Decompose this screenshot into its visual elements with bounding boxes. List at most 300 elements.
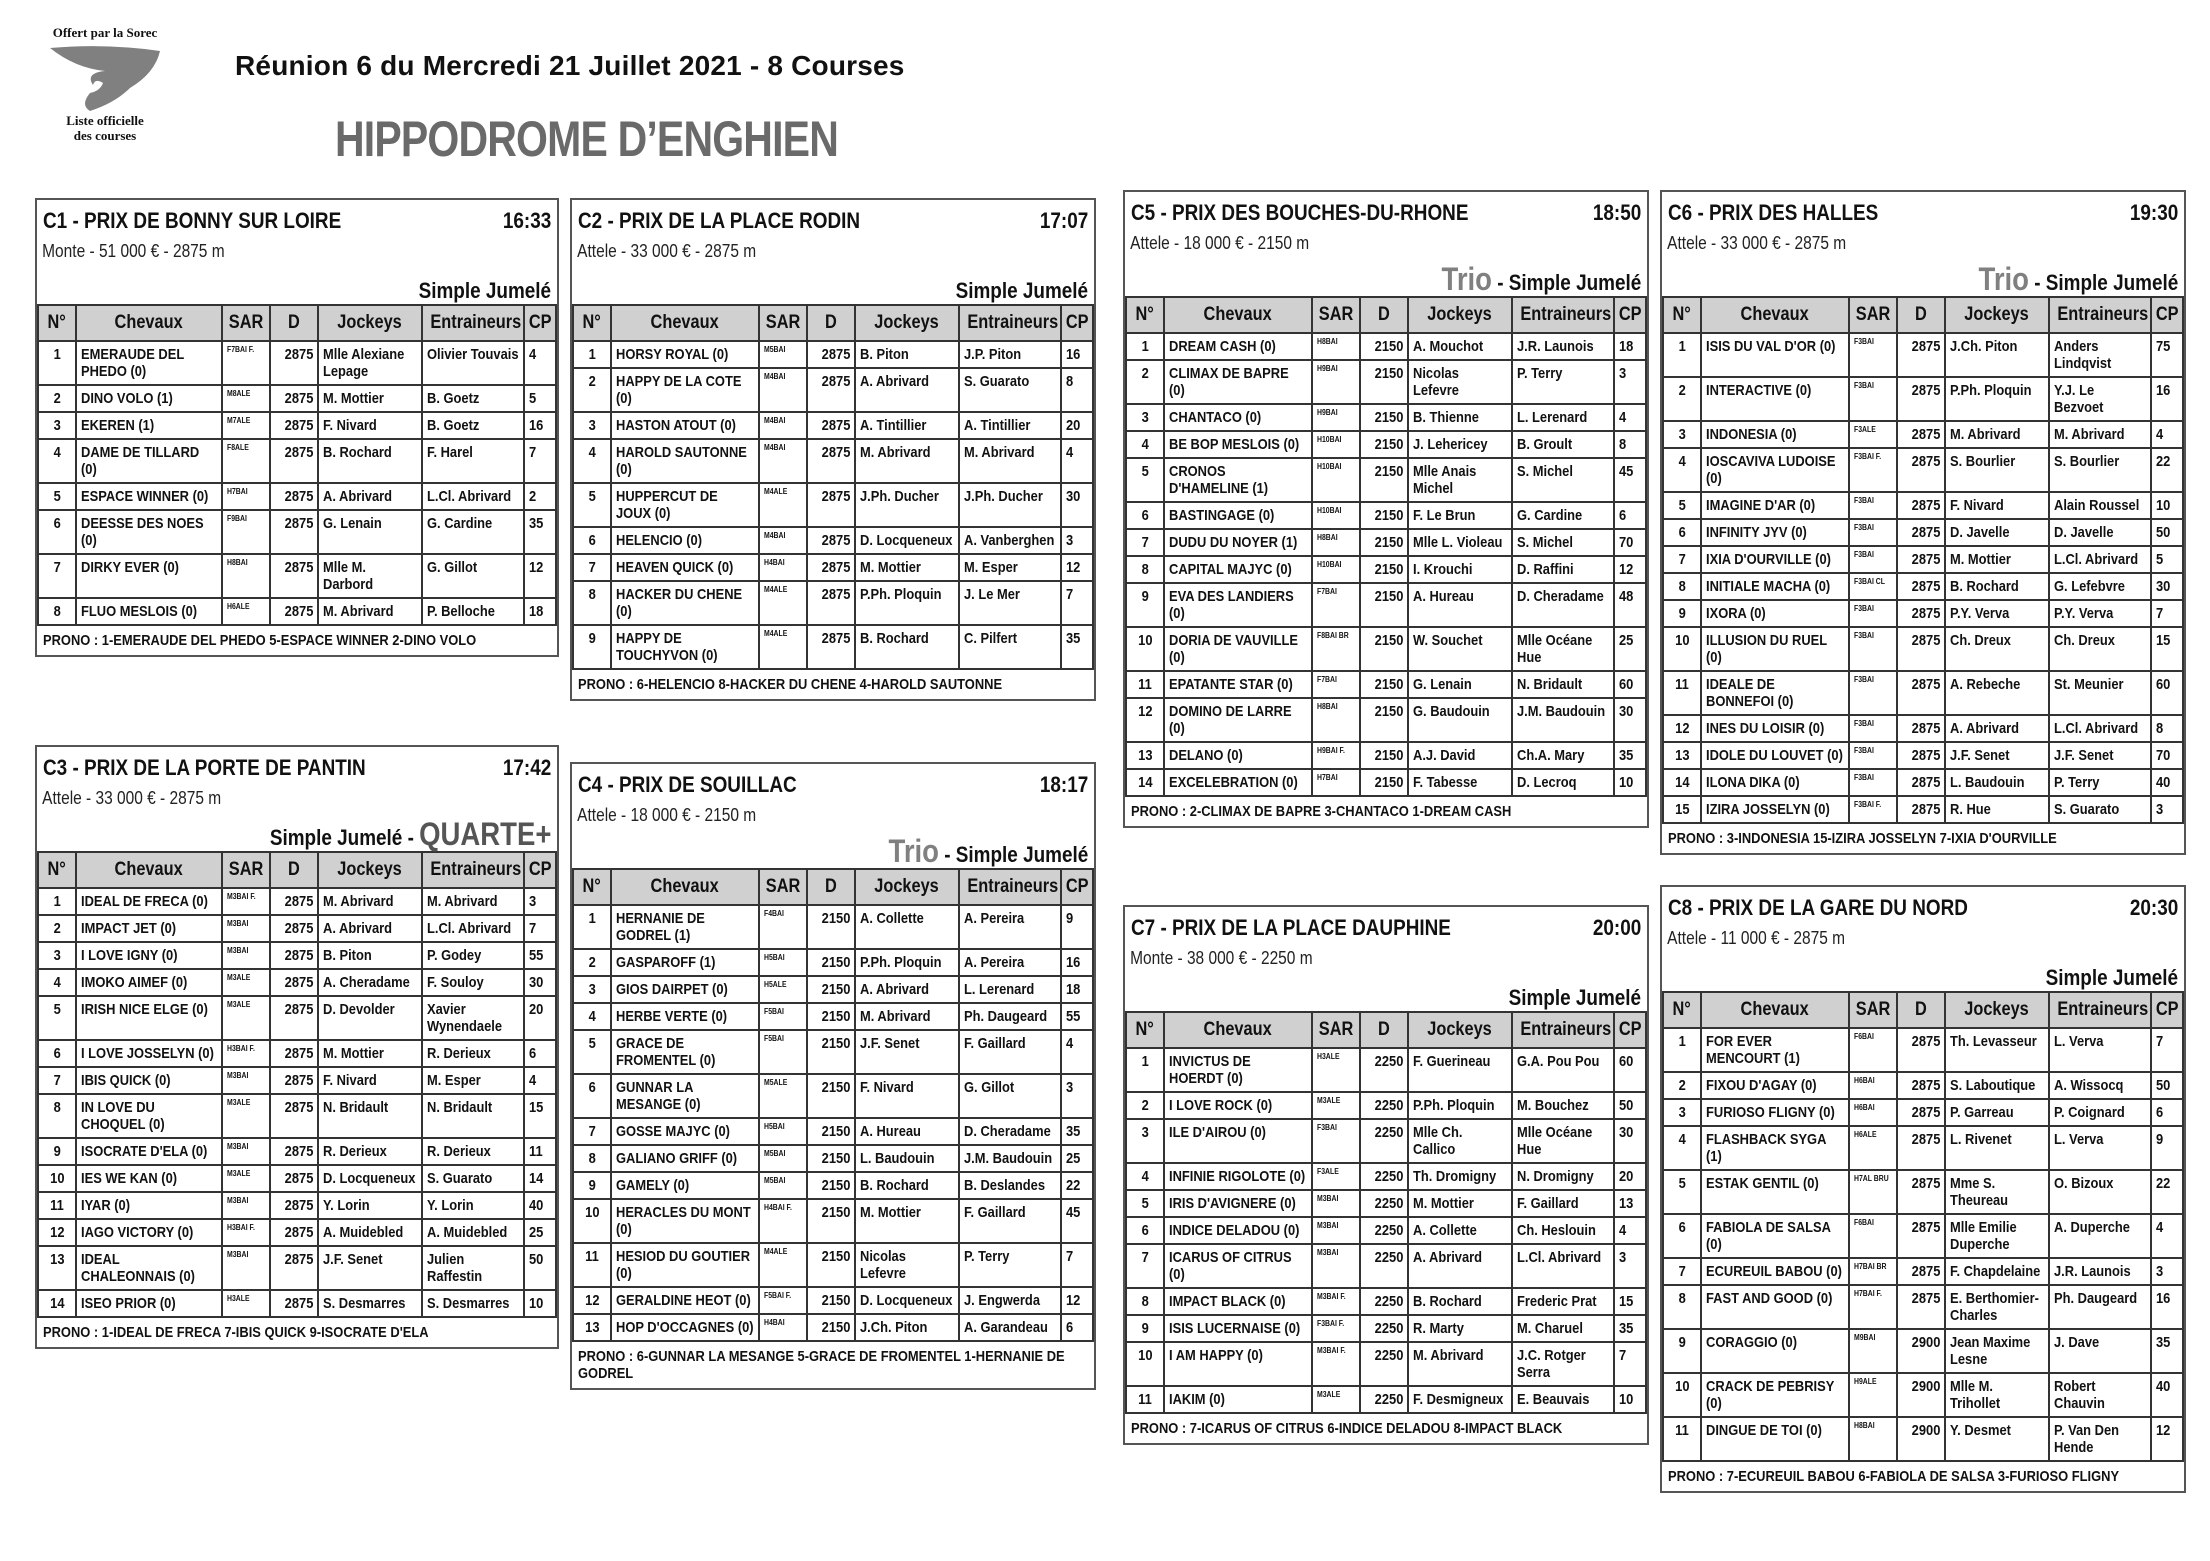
- horse-name: ISIS DU VAL D'OR (0): [1701, 333, 1849, 377]
- race-time: 17:07: [1039, 208, 1088, 233]
- runner-number: 1: [573, 341, 611, 368]
- jockey: Mme S. Theureau: [1945, 1170, 2049, 1214]
- distance: 2875: [1897, 1072, 1945, 1099]
- jockey: M. Mottier: [1945, 546, 2049, 573]
- sar-code: M3BAI F.: [222, 888, 270, 915]
- horse-name: IDEAL DE FRECA (0): [76, 888, 222, 915]
- trainer: P. Van Den Hende: [2049, 1417, 2151, 1461]
- distance: 2150: [807, 1003, 855, 1030]
- trainer: B. Deslandes: [959, 1172, 1061, 1199]
- cp-value: 12: [524, 554, 556, 598]
- bet-types: [1662, 258, 2184, 296]
- distance: 2875: [1897, 671, 1945, 715]
- distance: 2875: [1897, 333, 1945, 377]
- cp-value: 12: [1614, 556, 1646, 583]
- trainer: P.Y. Verva: [2049, 600, 2151, 627]
- horse-name: IZIRA JOSSELYN (0): [1701, 796, 1849, 823]
- runner-number: 7: [1663, 546, 1701, 573]
- runner-number: 8: [1663, 1285, 1701, 1329]
- trainer: Anders Lindqvist: [2049, 333, 2151, 377]
- runner-row: [1663, 1373, 2183, 1417]
- runners-table: [1662, 296, 2184, 824]
- horse-name: INFINIE RIGOLOTE (0): [1164, 1163, 1312, 1190]
- jockey: F. Le Brun: [1408, 502, 1512, 529]
- runner-number: 2: [38, 385, 76, 412]
- horse-name: DINGUE DE TOI (0): [1701, 1417, 1849, 1461]
- runner-row: [1663, 715, 2183, 742]
- horse-name: CAPITAL MAJYC (0): [1164, 556, 1312, 583]
- jockey: B. Piton: [855, 341, 959, 368]
- horse-name: INES DU LOISIR (0): [1701, 715, 1849, 742]
- runner-number: 9: [38, 1138, 76, 1165]
- jockey: G. Lenain: [1408, 671, 1512, 698]
- trainer: G. Gillot: [422, 554, 524, 598]
- trainer: F. Harel: [422, 439, 524, 483]
- cp-value: 14: [524, 1165, 556, 1192]
- runner-row: [38, 996, 556, 1040]
- horse-name: FAST AND GOOD (0): [1701, 1285, 1849, 1329]
- distance: 2150: [807, 976, 855, 1003]
- horse-name: GIOS DAIRPET (0): [611, 976, 759, 1003]
- cp-value: 8: [1614, 431, 1646, 458]
- horse-name: IDOLE DU LOUVET (0): [1701, 742, 1849, 769]
- sorec-logo: [30, 25, 180, 150]
- cp-value: 30: [1061, 483, 1093, 527]
- runner-row: [1663, 1417, 2183, 1461]
- horse-name: INVICTUS DE HOERDT (0): [1164, 1048, 1312, 1092]
- bet-simple-jumele: Simple Jumelé: [2045, 965, 2178, 990]
- cp-value: 4: [524, 341, 556, 385]
- runner-row: [1663, 742, 2183, 769]
- distance: 2150: [807, 1172, 855, 1199]
- sar-code: M4BAI: [759, 412, 807, 439]
- runner-row: [573, 1003, 1093, 1030]
- distance: 2875: [1897, 377, 1945, 421]
- runner-number: 9: [1126, 583, 1164, 627]
- col-number-header: N°: [573, 869, 611, 905]
- cp-value: 16: [2151, 1285, 2183, 1329]
- trainer: D. Cheradame: [1512, 583, 1614, 627]
- runner-row: [573, 1199, 1093, 1243]
- runner-row: [1663, 671, 2183, 715]
- race-info: Attele - 18 000 € - 2150 m: [577, 805, 757, 825]
- sar-code: F3BAI: [1849, 769, 1897, 796]
- distance: 2875: [807, 581, 855, 625]
- cp-value: 7: [1061, 581, 1093, 625]
- runner-row: [1663, 421, 2183, 448]
- horse-name: FLUO MESLOIS (0): [76, 598, 222, 625]
- jockey: G. Baudouin: [1408, 698, 1512, 742]
- sar-code: F3BAI: [1849, 671, 1897, 715]
- col-trainers-header: Entraineurs: [422, 852, 524, 888]
- trainer: G. Cardine: [1512, 502, 1614, 529]
- runner-number: 5: [1663, 1170, 1701, 1214]
- bet-types: [1125, 973, 1647, 1011]
- col-jockeys-header: Jockeys: [855, 305, 959, 341]
- distance: 2875: [807, 439, 855, 483]
- horse-name: INDICE DELADOU (0): [1164, 1217, 1312, 1244]
- cp-value: 48: [1614, 583, 1646, 627]
- horse-name: DELANO (0): [1164, 742, 1312, 769]
- distance: 2875: [807, 412, 855, 439]
- horse-name: DUDU DU NOYER (1): [1164, 529, 1312, 556]
- horse-name: HAROLD SAUTONNE (0): [611, 439, 759, 483]
- cp-value: 40: [2151, 1373, 2183, 1417]
- runner-row: [573, 1314, 1093, 1341]
- jockey: Mlle Anais Michel: [1408, 458, 1512, 502]
- runner-row: [1663, 519, 2183, 546]
- runner-number: 2: [1663, 1072, 1701, 1099]
- race-time: 17:42: [502, 755, 551, 780]
- trainer: A. Pereira: [959, 905, 1061, 949]
- trainer: St. Meunier: [2049, 671, 2151, 715]
- col-horses-header: Chevaux: [1164, 297, 1312, 333]
- cp-value: 12: [1061, 1287, 1093, 1314]
- runner-row: [573, 1243, 1093, 1287]
- horse-name: CHANTACO (0): [1164, 404, 1312, 431]
- sar-code: M5BAI: [759, 1145, 807, 1172]
- sar-code: M3ALE: [222, 969, 270, 996]
- col-horses-header: Chevaux: [611, 869, 759, 905]
- runner-number: 4: [1126, 431, 1164, 458]
- col-jockeys-header: Jockeys: [1945, 992, 2049, 1028]
- col-cp-header: CP: [1061, 869, 1093, 905]
- cp-value: 7: [1614, 1342, 1646, 1386]
- runner-row: [1126, 1217, 1646, 1244]
- runners-table: [1125, 296, 1647, 797]
- cp-value: 9: [2151, 1126, 2183, 1170]
- col-cp-header: CP: [2151, 992, 2183, 1028]
- cp-value: 70: [1614, 529, 1646, 556]
- runner-row: [38, 1165, 556, 1192]
- horse-name: HASTON ATOUT (0): [611, 412, 759, 439]
- bet-types: [37, 266, 557, 304]
- horse-name: EVA DES LANDIERS (0): [1164, 583, 1312, 627]
- runner-number: 6: [38, 1040, 76, 1067]
- trainer: J.M. Baudouin: [959, 1145, 1061, 1172]
- jockey: F. Nivard: [855, 1074, 959, 1118]
- distance: 2875: [270, 888, 318, 915]
- jockey: M. Mottier: [855, 554, 959, 581]
- runner-row: [1126, 769, 1646, 796]
- trainer: D. Lecroq: [1512, 769, 1614, 796]
- jockey: A. Hureau: [1408, 583, 1512, 627]
- sar-code: H3ALE: [1312, 1048, 1360, 1092]
- cp-value: 3: [1061, 1074, 1093, 1118]
- trainer: G.A. Pou Pou: [1512, 1048, 1614, 1092]
- runner-row: [38, 1040, 556, 1067]
- horse-name: IMPACT BLACK (0): [1164, 1288, 1312, 1315]
- runner-row: [1126, 333, 1646, 360]
- horse-name: IMOKO AIMEF (0): [76, 969, 222, 996]
- bet-simple-jumele: Simple Jumelé: [1508, 985, 1641, 1010]
- race-info: Attele - 18 000 € - 2150 m: [1130, 233, 1310, 253]
- race-info: Attele - 33 000 € - 2875 m: [1667, 233, 1847, 253]
- runner-row: [1663, 1126, 2183, 1170]
- trainer: D. Cheradame: [959, 1118, 1061, 1145]
- distance: 2150: [1360, 333, 1408, 360]
- runner-number: 3: [573, 412, 611, 439]
- horse-name: DIRKY EVER (0): [76, 554, 222, 598]
- trainer: J.C. Rotger Serra: [1512, 1342, 1614, 1386]
- jockey: L. Baudouin: [1945, 769, 2049, 796]
- runner-row: [1126, 1315, 1646, 1342]
- distance: 2250: [1360, 1217, 1408, 1244]
- jockey: M. Abrivard: [855, 439, 959, 483]
- cp-value: 30: [524, 969, 556, 996]
- race-card-c3: [35, 745, 559, 1349]
- runner-row: [573, 625, 1093, 669]
- jockey: A. Abrivard: [318, 915, 422, 942]
- jockey: A. Collette: [1408, 1217, 1512, 1244]
- runner-row: [38, 1067, 556, 1094]
- cp-value: 18: [524, 598, 556, 625]
- jockey: B. Rochard: [1945, 573, 2049, 600]
- trainer: J.R. Launois: [2049, 1258, 2151, 1285]
- cp-value: 6: [524, 1040, 556, 1067]
- horse-name: HELENCIO (0): [611, 527, 759, 554]
- sar-code: H8BAI: [1312, 698, 1360, 742]
- jockey: F. Nivard: [1945, 492, 2049, 519]
- horse-name: GOSSE MAJYC (0): [611, 1118, 759, 1145]
- runner-number: 4: [1663, 448, 1701, 492]
- sar-code: M9BAI: [1849, 1329, 1897, 1373]
- horse-name: DORIA DE VAUVILLE (0): [1164, 627, 1312, 671]
- jockey: A. Cheradame: [318, 969, 422, 996]
- runner-number: 8: [38, 598, 76, 625]
- sar-code: F3BAI: [1849, 377, 1897, 421]
- horse-name: CRONOS D'HAMELINE (1): [1164, 458, 1312, 502]
- sar-code: H7BAI: [222, 483, 270, 510]
- horse-name: IXORA (0): [1701, 600, 1849, 627]
- horse-name: IDEAL CHALEONNAIS (0): [76, 1246, 222, 1290]
- race-title: C8 - PRIX DE LA GARE DU NORD: [1668, 895, 1968, 920]
- cp-value: 25: [1061, 1145, 1093, 1172]
- trainer: J.Ph. Ducher: [959, 483, 1061, 527]
- cp-value: 3: [2151, 796, 2183, 823]
- cp-value: 20: [524, 996, 556, 1040]
- runner-number: 9: [1126, 1315, 1164, 1342]
- distance: 2875: [270, 483, 318, 510]
- cp-value: 60: [1614, 1048, 1646, 1092]
- trainer: Olivier Touvais: [422, 341, 524, 385]
- horse-name: ISOCRATE D'ELA (0): [76, 1138, 222, 1165]
- runner-row: [1126, 502, 1646, 529]
- sar-code: H7BAI F.: [1849, 1285, 1897, 1329]
- sar-code: F8ALE: [222, 439, 270, 483]
- horse-name: IES WE KAN (0): [76, 1165, 222, 1192]
- runners-table: [1662, 991, 2184, 1462]
- trainer: B. Goetz: [422, 385, 524, 412]
- trainer: F. Gaillard: [959, 1030, 1061, 1074]
- jockey: A. Mouchot: [1408, 333, 1512, 360]
- col-distance-header: D: [270, 852, 318, 888]
- sar-code: M4BAI: [759, 368, 807, 412]
- cp-value: 3: [2151, 1258, 2183, 1285]
- runner-number: 5: [1126, 458, 1164, 502]
- jockey: S. Desmarres: [318, 1290, 422, 1317]
- runner-number: 2: [573, 368, 611, 412]
- sar-code: H8BAI: [1312, 529, 1360, 556]
- runner-number: 10: [1663, 627, 1701, 671]
- sar-code: M3BAI: [222, 1138, 270, 1165]
- horse-name: HERBE VERTE (0): [611, 1003, 759, 1030]
- runner-row: [1663, 573, 2183, 600]
- horse-name: DINO VOLO (1): [76, 385, 222, 412]
- runner-row: [573, 581, 1093, 625]
- sar-code: M5BAI: [759, 341, 807, 368]
- horse-name: ISIS LUCERNAISE (0): [1164, 1315, 1312, 1342]
- distance: 2150: [1360, 431, 1408, 458]
- sar-code: H9ALE: [1849, 1373, 1897, 1417]
- jockey: P.Ph. Ploquin: [855, 949, 959, 976]
- trainer: M. Esper: [959, 554, 1061, 581]
- runner-row: [1663, 1028, 2183, 1072]
- runner-row: [1663, 1329, 2183, 1373]
- horse-name: EKEREN (1): [76, 412, 222, 439]
- jockey: A. Abrivard: [855, 368, 959, 412]
- distance: 2875: [1897, 1285, 1945, 1329]
- horse-name: BE BOP MESLOIS (0): [1164, 431, 1312, 458]
- cp-value: 16: [1061, 949, 1093, 976]
- horse-name: HORSY ROYAL (0): [611, 341, 759, 368]
- trainer: A. Pereira: [959, 949, 1061, 976]
- cp-value: 7: [524, 439, 556, 483]
- trainer: P. Belloche: [422, 598, 524, 625]
- sar-code: F3ALE: [1312, 1163, 1360, 1190]
- bet-simple-jumele: Simple Jumelé: [418, 278, 551, 303]
- runner-number: 14: [1126, 769, 1164, 796]
- jockey: Mlle L. Violeau: [1408, 529, 1512, 556]
- runner-row: [1663, 627, 2183, 671]
- race-info: Attele - 33 000 € - 2875 m: [577, 241, 757, 261]
- runner-row: [1663, 600, 2183, 627]
- runner-row: [38, 554, 556, 598]
- trainer: P. Terry: [2049, 769, 2151, 796]
- runner-number: 4: [1126, 1163, 1164, 1190]
- distance: 2150: [1360, 458, 1408, 502]
- runner-row: [1126, 1092, 1646, 1119]
- jockey: Y. Lorin: [318, 1192, 422, 1219]
- distance: 2875: [1897, 1170, 1945, 1214]
- runner-row: [573, 368, 1093, 412]
- jockey: B. Rochard: [1408, 1288, 1512, 1315]
- sar-code: F3BAI: [1849, 715, 1897, 742]
- sar-code: M3BAI: [222, 942, 270, 969]
- cp-value: 6: [1614, 502, 1646, 529]
- race-title: C1 - PRIX DE BONNY SUR LOIRE: [43, 208, 342, 233]
- distance: 2875: [270, 1219, 318, 1246]
- sar-code: M4BAI: [759, 527, 807, 554]
- trainer: J.R. Launois: [1512, 333, 1614, 360]
- horse-name: GAMELY (0): [611, 1172, 759, 1199]
- race-info: Monte - 38 000 € - 2250 m: [1130, 948, 1313, 968]
- horse-name: IN LOVE DU CHOQUEL (0): [76, 1094, 222, 1138]
- col-jockeys-header: Jockeys: [318, 305, 422, 341]
- trainer: Y. Lorin: [422, 1192, 524, 1219]
- horse-name: GALIANO GRIFF (0): [611, 1145, 759, 1172]
- cp-value: 30: [1614, 1119, 1646, 1163]
- horse-name: GASPAROFF (1): [611, 949, 759, 976]
- sar-code: H3BAI F.: [222, 1219, 270, 1246]
- distance: 2875: [1897, 519, 1945, 546]
- jockey: Th. Dromigny: [1408, 1163, 1512, 1190]
- trainer: Robert Chauvin: [2049, 1373, 2151, 1417]
- runner-number: 10: [1663, 1373, 1701, 1417]
- prono-prediction: PRONO : 3-INDONESIA 15-IZIRA JOSSELYN 7-IXIA D'OURVILLE: [1668, 830, 2057, 847]
- jockey: M. Mottier: [1408, 1190, 1512, 1217]
- sar-code: H7BAI BR: [1849, 1258, 1897, 1285]
- col-sar-header: SAR: [1312, 1012, 1360, 1048]
- cp-value: 12: [1061, 554, 1093, 581]
- runner-number: 13: [1663, 742, 1701, 769]
- col-number-header: N°: [573, 305, 611, 341]
- col-horses-header: Chevaux: [1701, 992, 1849, 1028]
- cp-value: 3: [524, 888, 556, 915]
- jockey: J.F. Senet: [318, 1246, 422, 1290]
- runner-row: [1126, 431, 1646, 458]
- distance: 2900: [1897, 1329, 1945, 1373]
- runner-number: 10: [1126, 1342, 1164, 1386]
- race-time: 20:00: [1592, 915, 1641, 940]
- runner-row: [1663, 448, 2183, 492]
- cp-value: 35: [524, 510, 556, 554]
- col-cp-header: CP: [1614, 1012, 1646, 1048]
- col-sar-header: SAR: [1312, 297, 1360, 333]
- jockey: A. Muidebled: [318, 1219, 422, 1246]
- jockey: P.Ph. Ploquin: [855, 581, 959, 625]
- distance: 2875: [807, 368, 855, 412]
- col-jockeys-header: Jockeys: [1408, 1012, 1512, 1048]
- trainer: Julien Raffestin: [422, 1246, 524, 1290]
- horse-head-logo-icon: [45, 43, 165, 113]
- runner-number: 9: [1663, 600, 1701, 627]
- sar-code: M3BAI F.: [1312, 1342, 1360, 1386]
- col-number-header: N°: [1663, 992, 1701, 1028]
- runner-row: [38, 439, 556, 483]
- sar-code: F3BAI F.: [1849, 448, 1897, 492]
- trainer: R. Derieux: [422, 1040, 524, 1067]
- sar-code: F3BAI: [1849, 333, 1897, 377]
- trainer: M. Esper: [422, 1067, 524, 1094]
- trainer: M. Charuel: [1512, 1315, 1614, 1342]
- cp-value: 50: [1614, 1092, 1646, 1119]
- sar-code: H7AL BRU: [1849, 1170, 1897, 1214]
- sar-code: F3BAI CL: [1849, 573, 1897, 600]
- sar-code: M3BAI: [222, 915, 270, 942]
- trainer: A. Wissocq: [2049, 1072, 2151, 1099]
- col-distance-header: D: [807, 869, 855, 905]
- jockey: A. Rebeche: [1945, 671, 2049, 715]
- runner-number: 9: [573, 1172, 611, 1199]
- jockey: J.Ch. Piton: [1945, 333, 2049, 377]
- jockey: R. Derieux: [318, 1138, 422, 1165]
- horse-name: HOP D'OCCAGNES (0): [611, 1314, 759, 1341]
- sar-code: M3BAI: [1312, 1244, 1360, 1288]
- jockey: A. Abrivard: [1408, 1244, 1512, 1288]
- trainer: Xavier Wynendaele: [422, 996, 524, 1040]
- distance: 2150: [1360, 502, 1408, 529]
- sar-code: M3BAI: [222, 1246, 270, 1290]
- runner-row: [573, 412, 1093, 439]
- col-jockeys-header: Jockeys: [1408, 297, 1512, 333]
- jockey: A. Collette: [855, 905, 959, 949]
- jockey: D. Javelle: [1945, 519, 2049, 546]
- trainer: P. Godey: [422, 942, 524, 969]
- runner-number: 4: [38, 969, 76, 996]
- horse-name: HAPPY DE TOUCHYVON (0): [611, 625, 759, 669]
- runner-row: [573, 1172, 1093, 1199]
